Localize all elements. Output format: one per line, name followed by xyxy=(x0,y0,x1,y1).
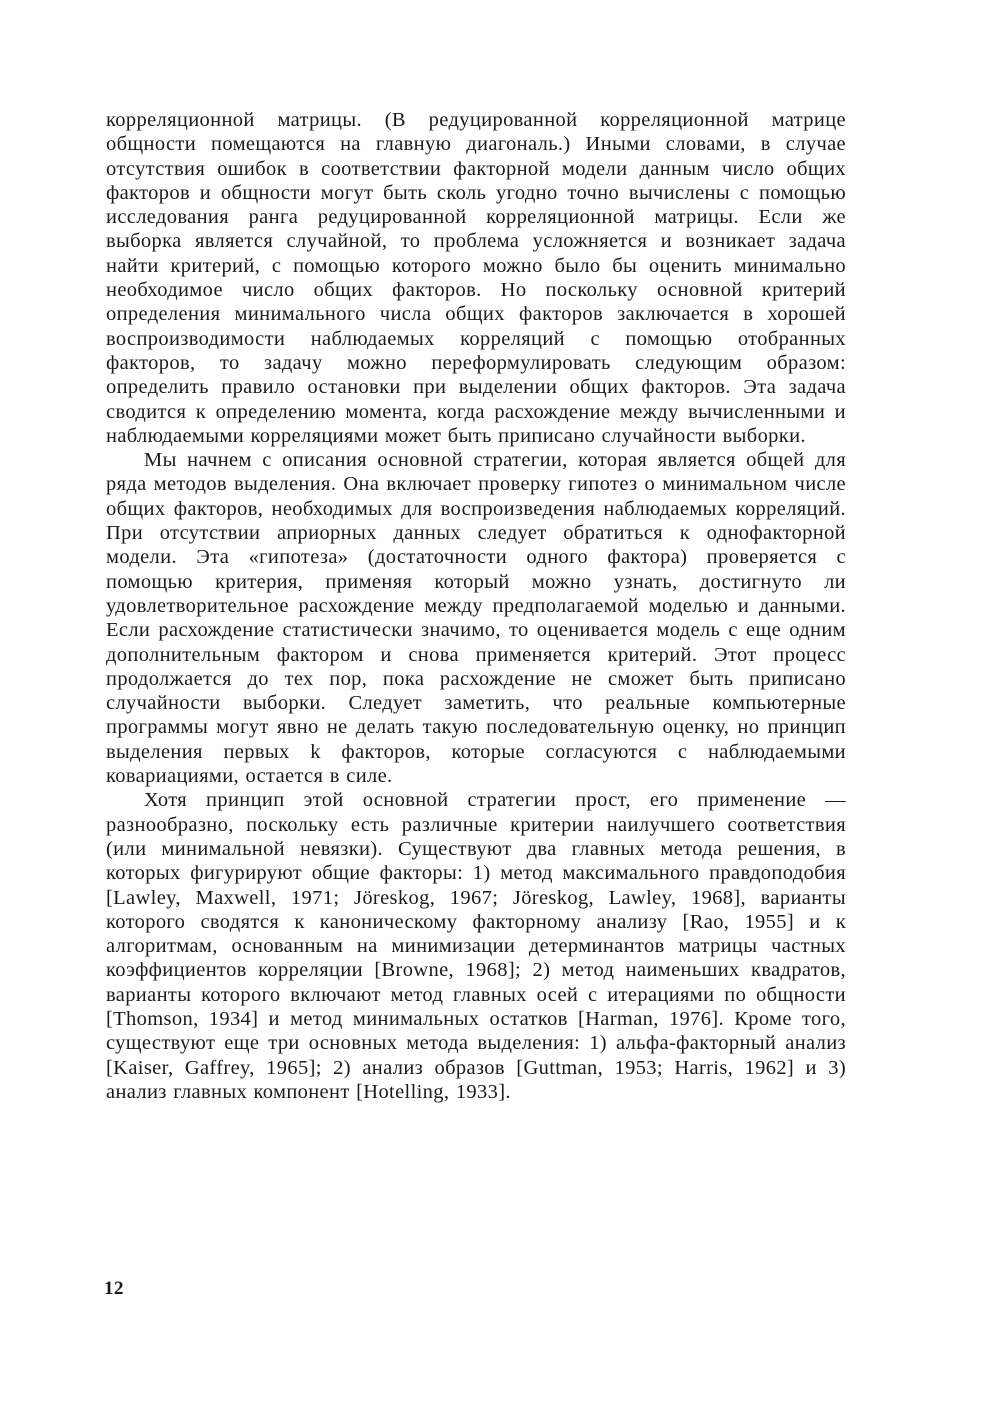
paragraph-3: Хотя принцип этой основной стратегии прост, его применение — разнообразно, поскольку есть различные критерии наилучшего соответствия (или минимальной невязки). Существуют два главных метода решения, в которых фигурируют общие факторы: 1) метод максимального правдоподобия [Lawley, Maxwell, 1971; Jöreskog, 1967; Jöreskog, Lawley, 1968], варианты которого сводятся к каноническому факторному анализу [Rao, 1955] и к алгоритмам, основанным на минимизации детерминантов матрицы частных коэффициентов корреляции [Browne, 1968]; 2) метод наименьших квадратов, варианты которого включают метод главных осей с итерациями по общности [Thomson, 1934] и метод минимальных остатков [Harman, 1976]. Кроме того, существуют еще три основных метода выделения: 1) альфа-факторный анализ [Kaiser, Gaffrey, 1965]; 2) анализ образов [Guttman, 1953; Harris, 1962] и 3) анализ главных компонент [Hotelling, 1933]. xyxy=(106,789,846,1103)
paragraph-2: Мы начнем с описания основной стратегии, которая является общей для ряда методов выделения. Она включает проверку гипотез о минимальном числе общих факторов, необходимых для воспроизведения наблюдаемых корреляций. При отсутствии априорных данных следует обратиться к однофакторной модели. Эта «гипотеза» (достаточности одного фактора) проверяется с помощью критерия, применяя который можно узнать, достигнуто ли удовлетворительное расхождение между предполагаемой моделью и данными. Если расхождение статистически значимо, то оценивается модель с еще одним дополнительным фактором и снова применяется критерий. Этот процесс продолжается до тех пор, пока расхождение не сможет быть приписано случайности выборки. Следует заметить, что реальные компьютерные программы могут явно не делать такую последовательную оценку, но принцип выделения первых k факторов, которые согласуются с наблюдаемыми ковариациями, остается в силе. xyxy=(106,449,846,788)
page-number: 12 xyxy=(104,1278,124,1299)
paragraph-1: корреляционной матрицы. (В редуцированной корреляционной матрице общности помещаются на главную диагональ.) Иными словами, в случае отсутствия ошибок в соответствии факторной модели данным число общих факторов и общности могут быть сколь угодно точно вычислены с помощью исследования ранга редуцированной корреляционной матрицы. Если же выборка является случайной, то проблема усложняется и возникает задача найти критерий, с помощью которого можно было бы оценить минимально необходимое число общих факторов. Но поскольку основной критерий определения минимального числа общих факторов заключается в хорошей воспроизводимости наблюдаемых корреляций с помощью отобранных факторов, то задачу можно переформулировать следующим образом: определить правило остановки при выделении общих факторов. Эта задача сводится к определению момента, когда расхождение между вычисленными и наблюдаемыми корреляциями может быть приписано случайности выборки. xyxy=(106,109,846,447)
body-text xyxy=(106,108,846,1104)
